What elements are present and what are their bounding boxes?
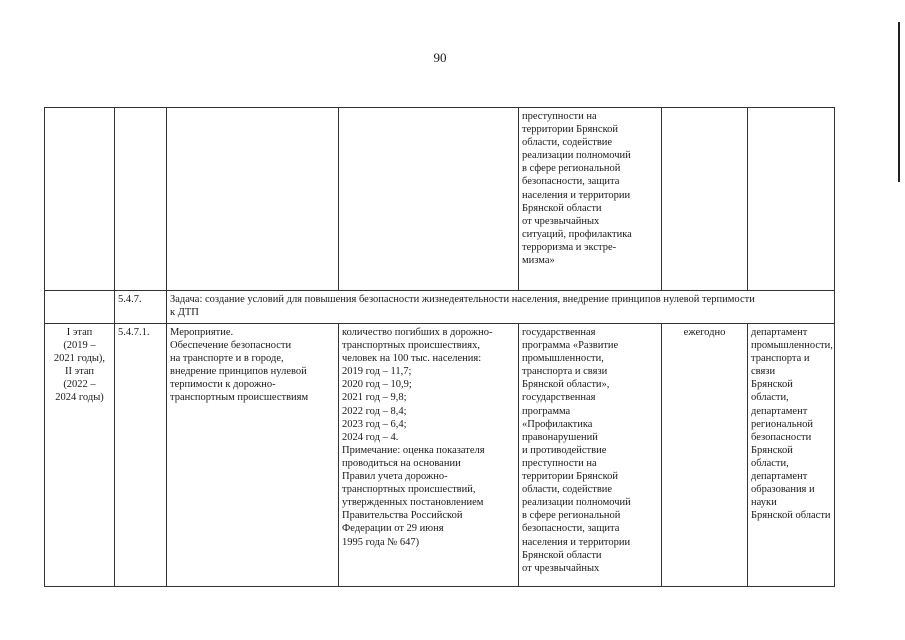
task-text: Задача: создание условий для повышения безопасности жизнедеятельности населения, внедрение принципов нулевой терпимости к ДТП (167, 291, 835, 324)
cell-name (167, 108, 339, 291)
cell-program: преступности на территории Брянской области, содействие реализации полномочий в сфере региональной безопасности, защита населения и территории Брянской области от чрезвычайных ситуаций, профилактика терроризма и экстре- мизма» (519, 108, 662, 291)
table-row-task (45, 291, 835, 324)
table-row-measure (45, 324, 835, 587)
plan-table (44, 107, 835, 587)
measure-responsible: департамент промышленности, транспорта и связи Брянской области, департамент региональной безопасности Брянской области, департамент образования и науки Брянской области (748, 324, 835, 587)
cell-stage (45, 108, 115, 291)
page-number: 90 (433, 50, 447, 65)
table-row-continuation (45, 108, 835, 291)
cell-period (662, 108, 748, 291)
measure-indicator: количество погибших в дорожно- транспортных происшествиях, человек на 100 тыс. населения: 2019 год – 11,7; 2020 год – 10,9; 2021 год – 9,8; 2022 год – 8,4; 2023 год – 6,4; 2024 год – 4. Примечание: оценка показателя проводиться на основании Правил учета дорожно- транспортных происшествий, утвержденных постановлением Правительства Российской Федерации от 29 июня 1995 года № 647) (339, 324, 519, 587)
page-edge-line (898, 22, 900, 182)
cell-stage (45, 291, 115, 324)
cell-indicator (339, 108, 519, 291)
measure-program: государственная программа «Развитие промышленности, транспорта и связи Брянской области», государственная программа «Профилактика правонарушений и противодействие преступности на территории Брянской области, содействие реализации полномочий в сфере региональной безопасности, защита населения и территории Брянской области от чрезвычайных (519, 324, 662, 587)
measure-stage: I этап (2019 – 2021 годы), II этап (2022 – 2024 годы) (45, 324, 115, 587)
measure-period: ежегодно (662, 324, 748, 587)
cell-responsible (748, 108, 835, 291)
cell-number (115, 108, 167, 291)
measure-name: Мероприятие. Обеспечение безопасности на транспорте и в городе, внедрение принципов нулевой терпимости к дорожно- транспортным происшествиям (167, 324, 339, 587)
task-number: 5.4.7. (115, 291, 167, 324)
measure-number: 5.4.7.1. (115, 324, 167, 587)
